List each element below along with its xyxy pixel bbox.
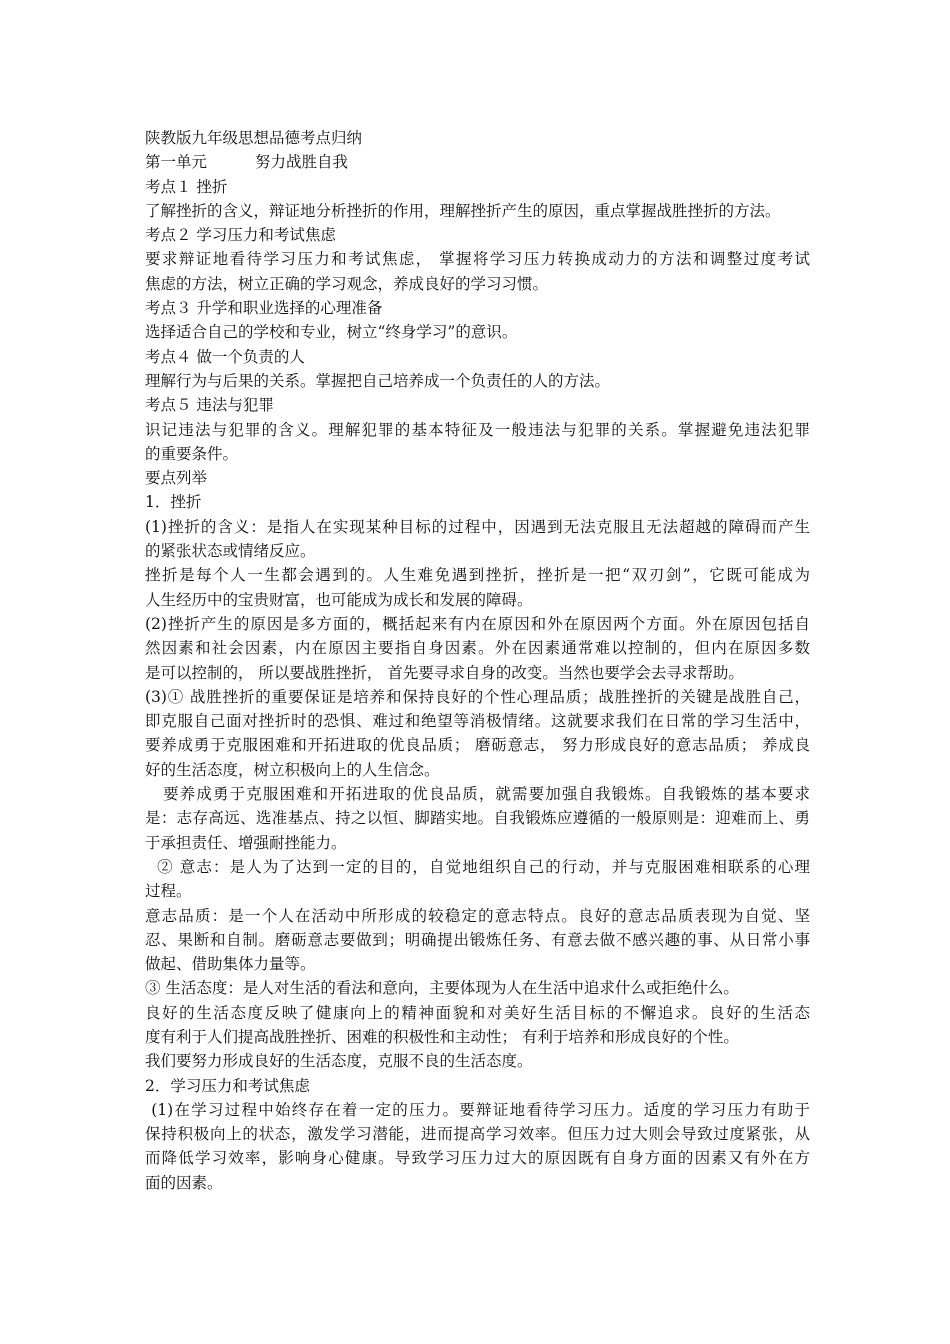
text-line: (2)挫折产生的原因是多方面的，概括起来有内在原因和外在原因两个方面。外在原因包括自: [145, 614, 810, 633]
document-title: 陕教版九年级思想品德考点归纳: [145, 129, 363, 147]
text-line: 做起、借助集体力量等。: [145, 955, 316, 974]
text-line: ③ 生活态度：是人对生活的看法和意向，主要体现为人在生活中追求什么或拒绝什么。: [145, 979, 739, 998]
unit-title: 努力战胜自我: [255, 153, 349, 172]
text-line: 保持积极向上的状态，激发学习潜能，进而提高学习效率。但压力过大则会导致过度紧张，从: [145, 1125, 810, 1144]
text-line: 过程。: [145, 882, 192, 901]
text-line: 良好的生活态度反映了健康向上的精神面貌和对美好生活目标的不懈追求。良好的生活态: [145, 1003, 810, 1022]
text-line: 焦虑的方法，树立正确的学习观念，养成良好的学习习惯。: [145, 274, 549, 293]
text-line: 人生经历中的宝贵财富，也可能成为成长和发展的障碍。: [145, 590, 533, 609]
document-body: [145, 175, 810, 1195]
text-line: 考点５ 违法与犯罪: [145, 396, 274, 415]
text-line: 考点１ 挫折: [145, 177, 228, 196]
text-line: 我们要努力形成良好的生活态度，克服不良的生活态度。: [145, 1052, 533, 1071]
text-line: 识记违法与犯罪的含义。理解犯罪的基本特征及一般违法与犯罪的关系。掌握避免违法犯罪: [145, 420, 810, 439]
text-line: 意志品质：是一个人在活动中所形成的较稳定的意志特点。良好的意志品质表现为自觉、坚: [145, 906, 810, 925]
text-line: 即克服自己面对挫折时的恐惧、难过和绝望等消极情绪。这就要求我们在日常的学习生活中，: [145, 712, 810, 731]
text-line: 选择适合自己的学校和专业，树立“终身学习”的意识。: [145, 323, 518, 342]
text-line: 考点３ 升学和职业选择的心理准备: [145, 299, 383, 318]
unit-prefix: 第一单元: [145, 153, 208, 172]
text-line: 是：志存高远、选准基点、持之以恒、脚踏实地。自我锻炼应遵循的一般原则是：迎难而上、勇: [145, 809, 810, 828]
text-line: 1．挫折: [145, 493, 202, 512]
text-line: 要养成勇于克服困难和开拓进取的优良品质； 磨砺意志， 努力形成良好的意志品质； 养成良: [145, 736, 810, 755]
text-line: 的紧张状态或情绪反应。: [145, 542, 316, 561]
text-line: (1)挫折的含义：是指人在实现某种目标的过程中，因遇到无法克服且无法超越的障碍而产生: [145, 517, 810, 536]
text-line: 然因素和社会因素，内在原因主要指自身因素。外在因素通常难以控制的，但内在原因多数: [145, 639, 810, 658]
unit-heading: [145, 150, 810, 174]
document-page: [145, 126, 810, 1195]
text-line: 是可以控制的， 所以要战胜挫折， 首先要寻求自身的改变。当然也要学会去寻求帮助。: [145, 663, 744, 682]
text-line: 了解挫折的含义，辩证地分析挫折的作用，理解挫折产生的原因，重点掌握战胜挫折的方法。: [145, 201, 781, 220]
text-line: 面的因素。: [145, 1173, 223, 1192]
text-line: 理解行为与后果的关系。掌握把自己培养成一个负责任的人的方法。: [145, 371, 611, 390]
text-line: 要求辩证地看待学习压力和考试焦虑， 掌握将学习压力转换成动力的方法和调整过度考试: [145, 250, 810, 269]
text-line: 好的生活态度，树立积极向上的人生信念。: [145, 760, 440, 779]
text-line: 而降低学习效率，影响身心健康。导致学习压力过大的原因既有自身方面的因素又有外在方: [145, 1149, 810, 1168]
text-line: 度有利于人们提高战胜挫折、困难的积极性和主动性； 有利于培养和形成良好的个性。: [145, 1027, 739, 1046]
text-line: ② 意志：是人为了达到一定的目的，自觉地组织自己的行动，并与克服困难相联系的心理: [145, 857, 810, 876]
text-line: 考点２ 学习压力和考试焦虑: [145, 226, 336, 245]
text-line: 挫折是每个人一生都会遇到的。人生难免遇到挫折，挫折是一把“双刃剑”，它既可能成为: [145, 566, 810, 585]
text-line: 要养成勇于克服困难和开拓进取的优良品质，就需要加强自我锻炼。自我锻炼的基本要求: [145, 785, 811, 804]
text-line: (3)① 战胜挫折的重要保证是培养和保持良好的个性心理品质；战胜挫折的关键是战胜自己，: [145, 687, 810, 706]
text-line: 要点列举: [145, 469, 208, 488]
text-line: 的重要条件。: [145, 444, 239, 463]
text-line: (1)在学习过程中始终存在着一定的压力。要辩证地看待学习压力。适度的学习压力有助于: [145, 1100, 810, 1119]
text-line: 忍、果断和自制。磨砺意志要做到；明确提出锻炼任务、有意去做不感兴趣的事、从日常小事: [145, 930, 810, 949]
text-line: 考点４ 做一个负责的人: [145, 347, 305, 366]
text-line: 2．学习压力和考试焦虑: [145, 1076, 310, 1095]
text-line: 于承担责任、增强耐挫能力。: [145, 833, 347, 852]
